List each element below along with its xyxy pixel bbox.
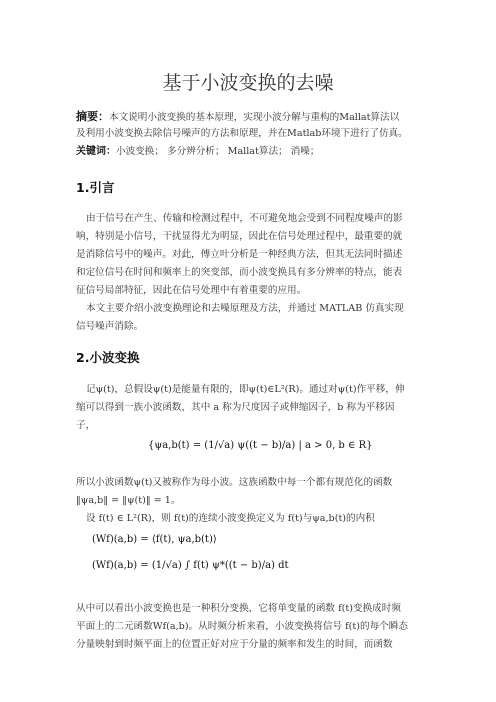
keywords-label: 关键词：	[76, 146, 116, 157]
s1-p1-line-1: 由于信号在产生、传输和检测过程中，不可避免地会受到不同程度噪声的影	[86, 213, 403, 224]
abstract-text-1: 本文说明小波变换的基本原理，实现小波分解与重构的Mallat算法以	[109, 112, 400, 123]
s2-line-9: 分量映射到时频平面上的位置正好对应于分量的频率和发生的时间，而函数	[76, 639, 393, 650]
s1-p1-line-2: 响，特别是小信号，干扰显得尤为明显，因此在信号处理过程中，最重要的就	[76, 231, 403, 242]
s2-line-2: 缩可以得到一族小波函数，其中 a 称为尺度因子或伸缩因子，b 称为平移因	[76, 402, 395, 413]
page-title: 基于小波变换的去噪	[162, 72, 334, 94]
s2-line-5: ‖ψa,b‖ = ‖ψ(t)‖ = 1。	[76, 495, 181, 506]
equation-cwt-integral: (Wf)(a,b) = (1/√a) ∫ f(t) ψ*((t − b)/a) dt	[92, 560, 289, 571]
equation-inner-product: (Wf)(a,b) = ⟨f(t), ψa,b(t)⟩	[92, 534, 217, 545]
s1-p1-line-4: 和定位信号在时间和频率上的突变部，而小波变换具有多分辨率的特点，能表	[76, 267, 403, 278]
s1-p2-line-1: 本文主要介绍小波变换理论和去噪原理及方法，并通过 MATLAB 仿真实现	[86, 303, 404, 314]
s1-p2-line-2: 信号噪声消除。	[76, 321, 144, 332]
abstract-label: 摘要：	[76, 110, 109, 123]
s2-line-1: 记ψ(t)，总假设ψ(t)是能量有限的，即ψ(t)∈L²(R)。通过对ψ(t)作平移，伸	[86, 384, 405, 395]
s2-line-3: 子，	[76, 420, 96, 431]
s2-line-6: 设 f(t) ∈ L²(R)，则 f(t)的连续小波变换定义为 f(t)与ψa,b(t)的内积	[86, 513, 375, 524]
abstract-line-2: 及利用小波变换去除信号噪声的方法和原理，并在Matlab环境下进行了仿真。	[76, 128, 408, 139]
s2-line-7: 从中可以看出小波变换也是一种积分变换，它将单变量的函数 f(t)变换成时频	[76, 603, 401, 614]
s1-p1-line-3: 是消除信号中的噪声。对此，傅立叶分析是一种经典方法，但其无法同时描述	[76, 249, 403, 260]
abstract-line-1	[76, 108, 399, 124]
keywords-line	[76, 142, 320, 157]
s2-line-4: 所以小波函数ψ(t)又被称作为母小波。这族函数中每一个都有规范化的函数	[76, 477, 393, 488]
equation-wavelet-family: {ψa,b(t) = (1/√a) ψ((t − b)/a) | a > 0, b ∈ R}	[148, 440, 373, 451]
s1-p1-line-5: 征信号局部特征，因此在信号处理中有着重要的应用。	[76, 285, 307, 296]
keywords-text: 小波变换； 多分辨分析； Mallat算法； 消噪；	[116, 146, 320, 157]
section-1-heading: 1.引言	[76, 180, 115, 195]
s2-line-8: 平面上的二元函数Wf(a,b)。从时频分析来看，小波变换将信号 f(t)的每个瞬态	[76, 621, 408, 632]
section-2-heading: 2.小波变换	[76, 350, 140, 365]
